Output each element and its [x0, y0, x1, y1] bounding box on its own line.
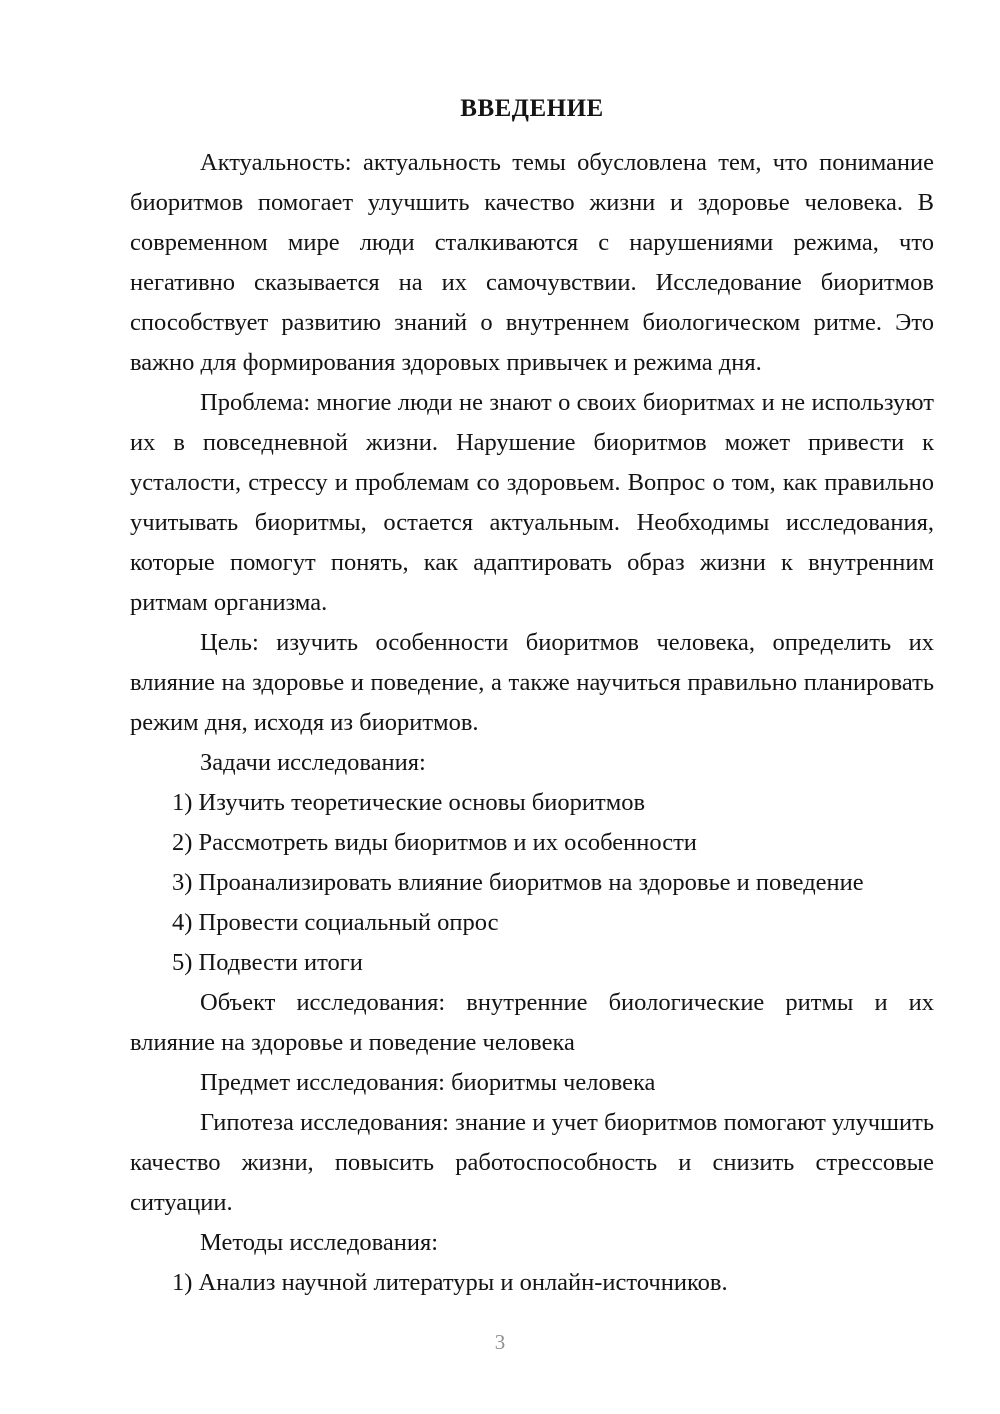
paragraph-relevance: Актуальность: актуальность темы обусловлена тем, что понимание биоритмов помогает улучшить качество жизни и здоровье человека. В современном мире люди сталкиваются с нарушениями режима, что негативно сказывается на их самочувствии. Исследование биоритмов способствует развитию знаний о внутреннем биологическом ритме. Это важно для формирования здоровых привычек и режима дня.	[130, 149, 934, 376]
page-number: 3	[494, 1330, 506, 1354]
page-title: ВВЕДЕНИЕ	[460, 95, 604, 122]
paragraph-subject: Предмет исследования: биоритмы человека	[200, 1069, 656, 1096]
list-item: 3) Проанализировать влияние биоритмов на здоровье и поведение	[172, 869, 864, 896]
paragraph-problem: Проблема: многие люди не знают о своих биоритмах и не используют их в повседневной жизни. Нарушение биоритмов может привести к усталости, стрессу и проблемам со здоровьем. Вопрос о том, как правильно учитывать биоритмы, остается актуальным. Необходимы исследования, которые помогут понять, как адаптировать образ жизни к внутренним ритмам организма.	[130, 389, 934, 616]
list-item: 1) Анализ научной литературы и онлайн-источников.	[172, 1269, 728, 1296]
list-item: 4) Провести социальный опрос	[172, 909, 499, 936]
tasks-heading: Задачи исследования:	[200, 749, 426, 776]
list-item: 1) Изучить теоретические основы биоритмов	[172, 789, 646, 816]
paragraph-goal: Цель: изучить особенности биоритмов человека, определить их влияние на здоровье и поведение, а также научиться правильно планировать режим дня, исходя из биоритмов.	[130, 629, 934, 736]
page-content	[130, 0, 934, 1303]
methods-heading: Методы исследования:	[200, 1229, 439, 1256]
list-item: 2) Рассмотреть виды биоритмов и их особенности	[172, 829, 697, 856]
paragraph-hypothesis: Гипотеза исследования: знание и учет биоритмов помогают улучшить качество жизни, повысить работоспособность и снизить стрессовые ситуации.	[130, 1109, 934, 1216]
list-item: 5) Подвести итоги	[172, 949, 363, 976]
paragraph-object: Объект исследования: внутренние биологические ритмы и их влияние на здоровье и поведение человека	[130, 989, 934, 1056]
